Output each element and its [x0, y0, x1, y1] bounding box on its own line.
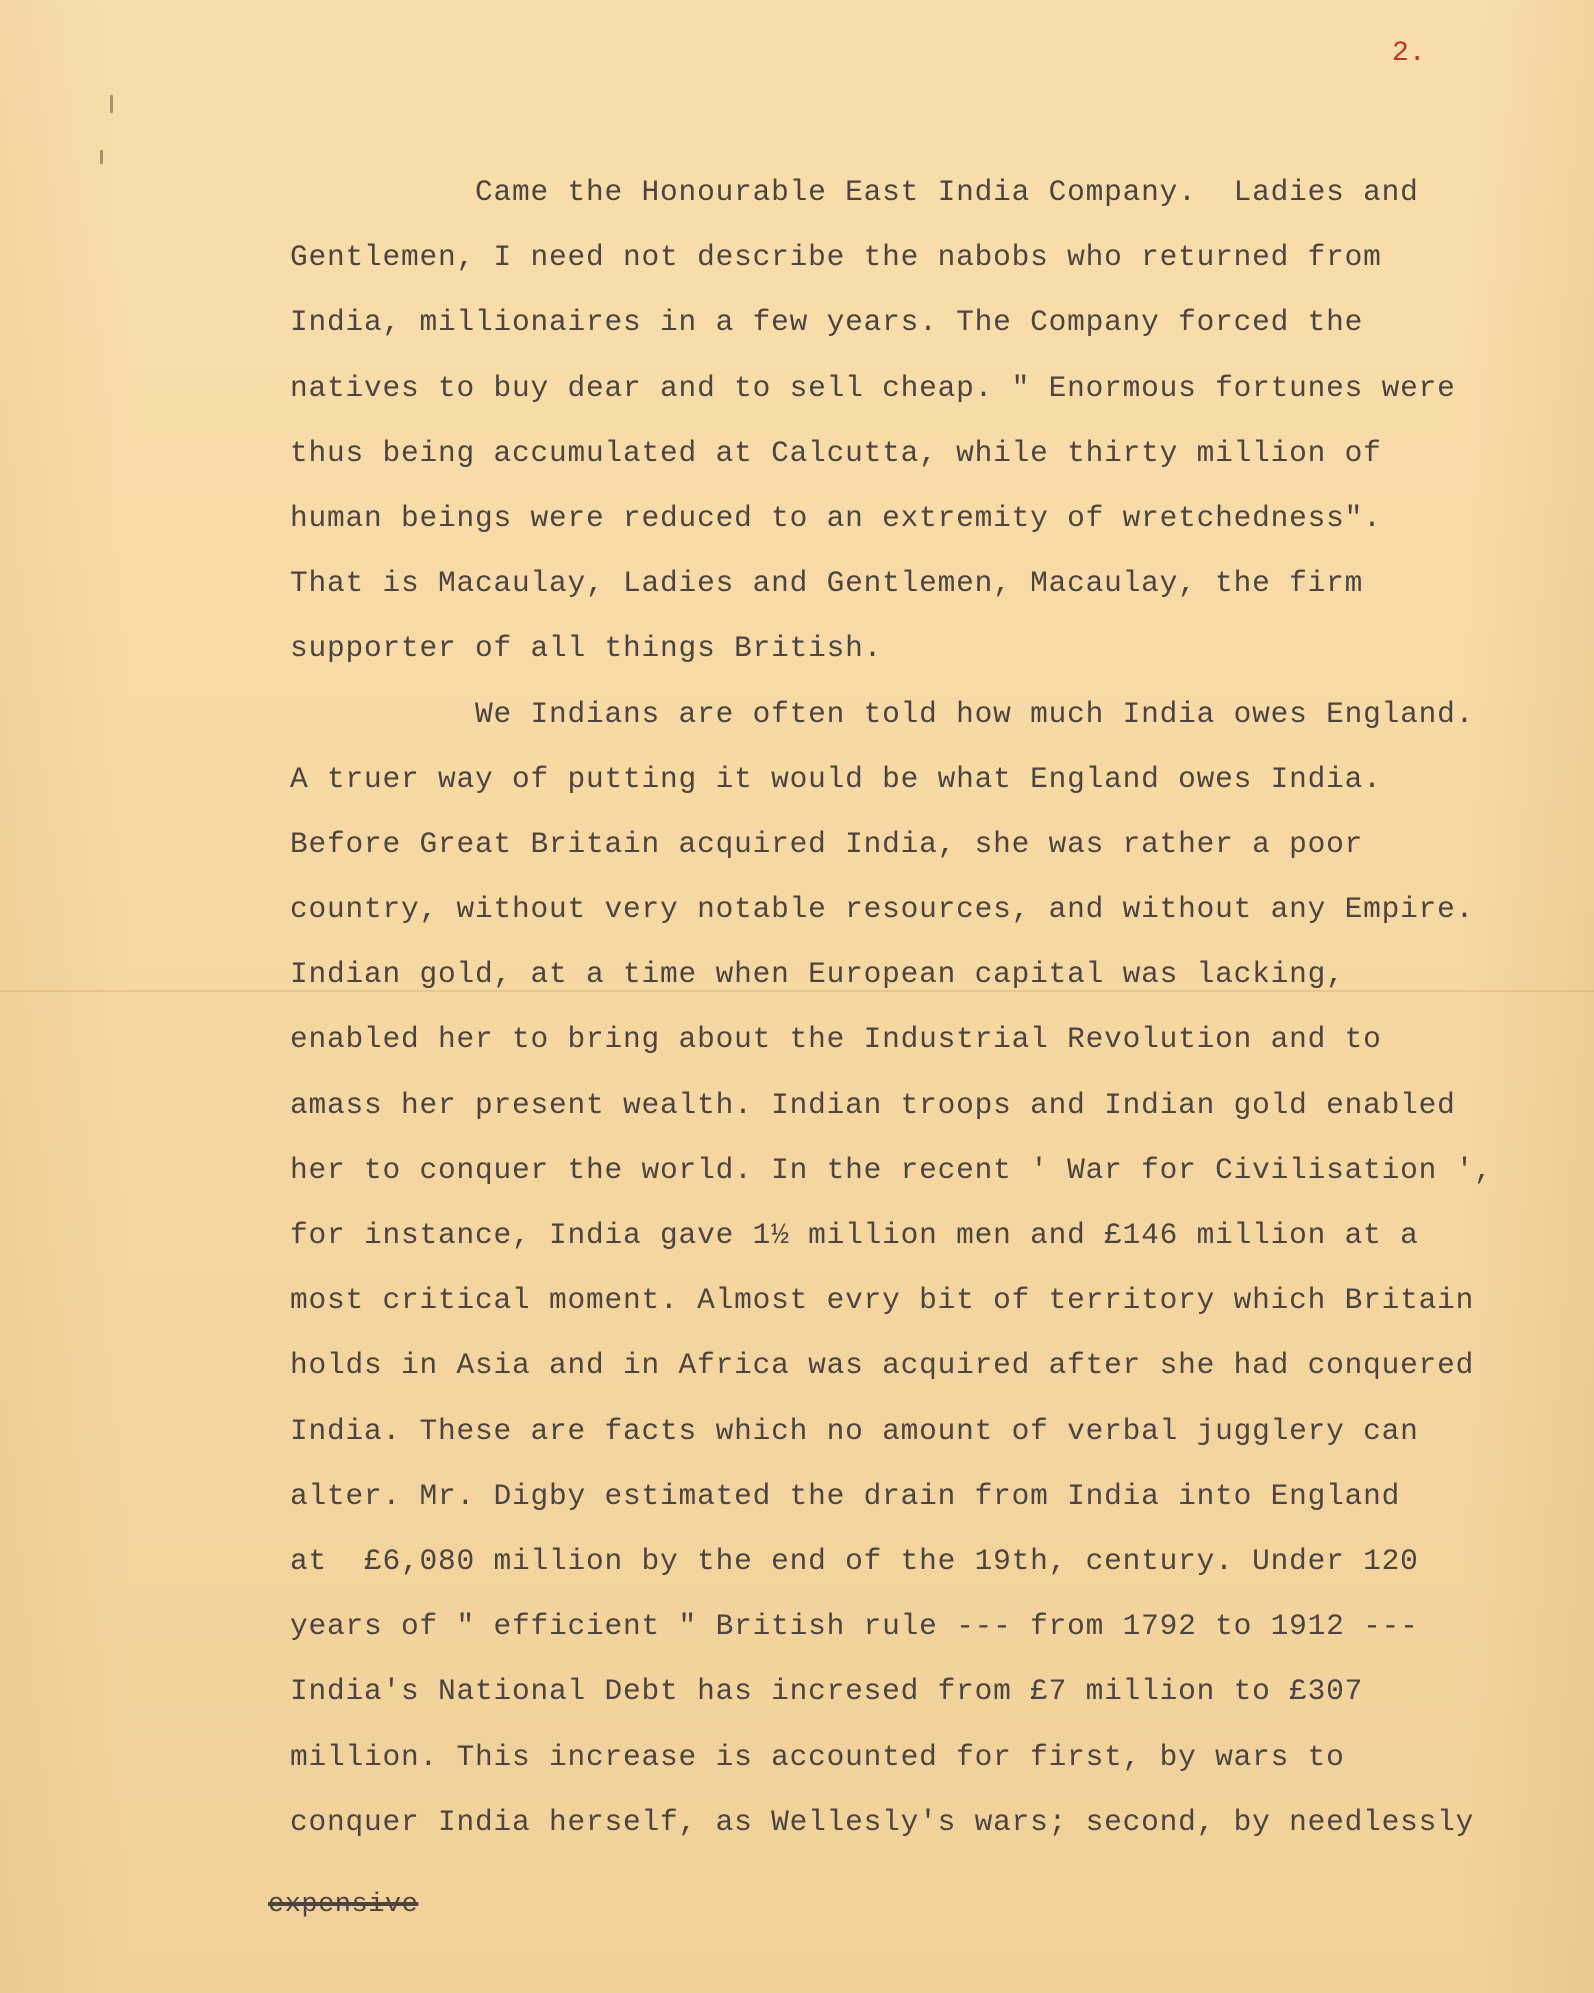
text-line: at £6,080 million by the end of the 19th, century. Under 120	[290, 1543, 1419, 1578]
typed-body-text	[290, 160, 1590, 1855]
text-line: supporter of all things British.	[290, 631, 883, 666]
text-line: most critical moment. Almost evry bit of territory which Britain	[290, 1283, 1475, 1318]
text-line: Indian gold, at a time when European capital was lacking,	[290, 957, 1345, 992]
text-line: natives to buy dear and to sell cheap. " Enormous fortunes were	[290, 370, 1456, 405]
text-line: That is Macaulay, Ladies and Gentlemen, Macaulay, the firm	[290, 566, 1364, 601]
text-line: years of " efficient " British rule --- from 1792 to 1912 ---	[290, 1609, 1419, 1644]
text-line: million. This increase is accounted for first, by wars to	[290, 1739, 1345, 1774]
text-line: enabled her to bring about the Industrial Revolution and to	[290, 1022, 1382, 1057]
text-line: country, without very notable resources, and without any Empire.	[290, 892, 1475, 927]
text-line: Came the Honourable East India Company. Ladies and	[290, 175, 1419, 209]
text-line: for instance, India gave 1½ million men and £146 million at a	[290, 1218, 1419, 1252]
text-line: alter. Mr. Digby estimated the drain from India into England	[290, 1478, 1401, 1513]
text-line: amass her present wealth. Indian troops and Indian gold enabled	[290, 1087, 1456, 1122]
text-line: India. These are facts which no amount of verbal jugglery can	[290, 1413, 1419, 1448]
text-line: A truer way of putting it would be what England owes India.	[290, 761, 1382, 796]
text-line: Before Great Britain acquired India, she was rather a poor	[290, 826, 1364, 861]
text-line: thus being accumulated at Calcutta, while thirty million of	[290, 435, 1382, 470]
struck-out-word: expensive	[268, 1890, 419, 1920]
text-line: conquer India herself, as Wellesly's wars; second, by needlessly	[290, 1804, 1475, 1839]
text-line: We Indians are often told how much India owes England.	[290, 696, 1475, 731]
text-line: India, millionaires in a few years. The Company forced the	[290, 305, 1364, 340]
text-line: human beings were reduced to an extremity of wretchedness".	[290, 500, 1382, 535]
text-line: her to conquer the world. In the recent ' War for Civilisation ',	[290, 1152, 1493, 1187]
margin-ink-mark	[110, 95, 113, 113]
page-number: 2.	[1392, 38, 1426, 69]
text-line: Gentlemen, I need not describe the nabobs who returned from	[290, 240, 1382, 275]
text-line: India's National Debt has incresed from £7 million to £307	[290, 1674, 1364, 1709]
text-line: holds in Asia and in Africa was acquired after she had conquered	[290, 1348, 1475, 1383]
margin-ink-mark	[100, 150, 103, 164]
